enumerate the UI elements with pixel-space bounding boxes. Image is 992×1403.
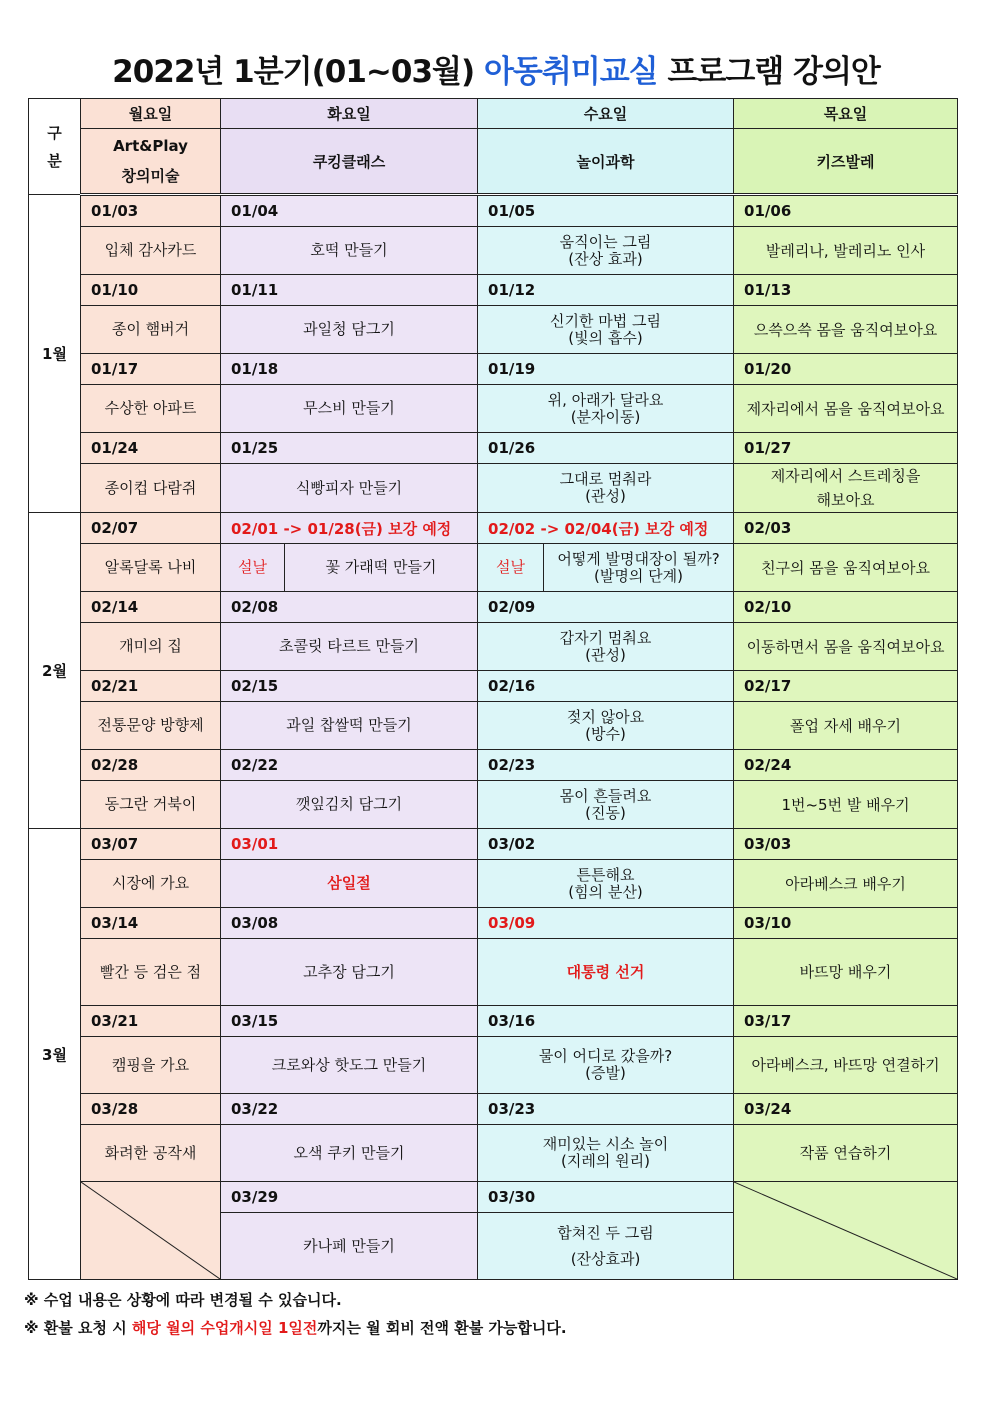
header-programs-row <box>29 129 958 195</box>
date-cell-tue: 03/08 <box>221 908 478 939</box>
class-cell-tue: 과일청 담그기 <box>221 306 478 354</box>
class-cell-tue: 과일 찹쌀떡 만들기 <box>221 702 478 750</box>
date-cell-mon: 03/21 <box>81 1006 221 1037</box>
date-cell-wed: 02/16 <box>478 671 734 702</box>
class-cell-thu: 작품 연습하기 <box>734 1125 958 1182</box>
program-cooking-class: 쿠킹클래스 <box>221 129 478 195</box>
class-cell-thu: 제자리에서 몸을 움직여보아요 <box>734 385 958 433</box>
class-cell-mon: 개미의 집 <box>81 623 221 671</box>
class-cell-tue: 카나페 만들기 <box>221 1213 478 1280</box>
content-row <box>29 1125 958 1182</box>
date-cell-thu: 02/10 <box>734 592 958 623</box>
class-cell-wed: 신기한 마법 그림 (빛의 흡수) <box>478 306 734 354</box>
date-cell-mon: 01/24 <box>81 433 221 464</box>
gubun-header: 구 분 <box>29 99 81 195</box>
date-cell-wed: 01/12 <box>478 275 734 306</box>
date-row <box>29 433 958 464</box>
content-row <box>29 464 958 513</box>
class-cell-wed: 물이 어디로 갔을까? (증발) <box>478 1037 734 1094</box>
class-cell-wed: 그대로 멈춰라 (관성) <box>478 464 734 513</box>
content-row <box>29 860 958 908</box>
page-title <box>0 46 992 91</box>
class-cell-wed: 움직이는 그림 (잔상 효과) <box>478 227 734 275</box>
date-cell-thu: 03/10 <box>734 908 958 939</box>
class-cell-tue: 크로와상 핫도그 만들기 <box>221 1037 478 1094</box>
class-cell-wed: 위, 아래가 달라요 (분자이동) <box>478 385 734 433</box>
class-cell-mon: 시장에 가요 <box>81 860 221 908</box>
date-cell-wed: 01/05 <box>478 195 734 227</box>
class-cell-thu: 발레리나, 발레리노 인사 <box>734 227 958 275</box>
thursday-header: 목요일 <box>734 99 958 129</box>
date-row <box>29 750 958 781</box>
class-cell-mon: 동그란 거북이 <box>81 781 221 829</box>
class-cell-thu: 1번~5번 발 배우기 <box>734 781 958 829</box>
class-cell-tue: 무스비 만들기 <box>221 385 478 433</box>
class-cell-tue: 식빵피자 만들기 <box>221 464 478 513</box>
date-cell-tue: 01/18 <box>221 354 478 385</box>
date-cell-thu: 02/03 <box>734 513 958 544</box>
date-cell-mon: 01/03 <box>81 195 221 227</box>
title-prefix: 2022년 1분기(01~03월) <box>112 54 475 90</box>
schedule-table <box>28 98 958 1280</box>
content-row <box>29 227 958 275</box>
date-row <box>29 592 958 623</box>
date-row <box>29 671 958 702</box>
header-days-row <box>29 99 958 129</box>
class-cell-tue: 고추장 담그기 <box>221 939 478 1006</box>
date-cell-tue: 02/08 <box>221 592 478 623</box>
date-cell-tue: 03/15 <box>221 1006 478 1037</box>
class-cell-wed: 합쳐진 두 그림 (잔상효과) <box>478 1213 734 1280</box>
class-cell-wed: 튼튼해요 (힘의 분산) <box>478 860 734 908</box>
monday-header: 월요일 <box>81 99 221 129</box>
empty-cell <box>734 1182 958 1280</box>
class-cell-tue: 호떡 만들기 <box>221 227 478 275</box>
content-row <box>29 939 958 1006</box>
class-cell-mon: 입체 감사카드 <box>81 227 221 275</box>
content-row <box>29 623 958 671</box>
class-cell-wed: 대통령 선거 <box>478 939 734 1006</box>
date-cell-wed: 01/26 <box>478 433 734 464</box>
date-row <box>29 1006 958 1037</box>
empty-cell <box>81 1182 221 1280</box>
class-cell-thu: 제자리에서 스트레칭을 해보아요 <box>734 464 958 513</box>
class-cell-wed: 몸이 흔들려요 (진동) <box>478 781 734 829</box>
class-cell-wed: 갑자기 멈춰요 (관성) <box>478 623 734 671</box>
content-row <box>29 1037 958 1094</box>
class-cell-mon: 종이컵 다람쥐 <box>81 464 221 513</box>
class-cell-mon: 종이 햄버거 <box>81 306 221 354</box>
date-row <box>29 1094 958 1125</box>
date-cell-wed: 02/23 <box>478 750 734 781</box>
date-cell-tue: 03/22 <box>221 1094 478 1125</box>
wednesday-header: 수요일 <box>478 99 734 129</box>
note-change: ※ 수업 내용은 상황에 따라 변경될 수 있습니다. <box>24 1291 342 1309</box>
date-cell-wed: 03/16 <box>478 1006 734 1037</box>
date-cell-wed: 03/02 <box>478 829 734 860</box>
month-label: 2월 <box>29 513 81 829</box>
class-cell-wed: 젖지 않아요 (방수) <box>478 702 734 750</box>
class-cell-thu: 으쓱으쓱 몸을 움직여보아요 <box>734 306 958 354</box>
program-kids-ballet: 키즈발레 <box>734 129 958 195</box>
class-cell-tue: 꽃 가래떡 만들기 <box>285 544 478 592</box>
class-cell-thu: 이동하면서 몸을 움직여보아요 <box>734 623 958 671</box>
content-row <box>29 385 958 433</box>
date-cell-tue: 03/29 <box>221 1182 478 1213</box>
class-cell-tue: 초콜릿 타르트 만들기 <box>221 623 478 671</box>
month-label: 3월 <box>29 829 81 1280</box>
content-row <box>29 544 958 592</box>
class-cell-mon: 수상한 아파트 <box>81 385 221 433</box>
date-cell-thu: 01/06 <box>734 195 958 227</box>
content-row <box>29 306 958 354</box>
date-row <box>29 354 958 385</box>
date-cell-thu: 01/20 <box>734 354 958 385</box>
date-cell-mon: 02/07 <box>81 513 221 544</box>
date-cell-thu: 03/17 <box>734 1006 958 1037</box>
class-cell-mon: 전통문양 방향제 <box>81 702 221 750</box>
date-cell-thu: 02/17 <box>734 671 958 702</box>
date-cell-mon: 01/17 <box>81 354 221 385</box>
class-cell-mon: 화려한 공작새 <box>81 1125 221 1182</box>
note-refund-post: 까지는 월 회비 전액 환불 가능합니다. <box>317 1319 567 1337</box>
date-cell-thu: 02/24 <box>734 750 958 781</box>
date-cell-mon: 02/14 <box>81 592 221 623</box>
class-cell-mon: 알록달록 나비 <box>81 544 221 592</box>
date-row <box>29 195 958 227</box>
note-refund-highlight: 해당 월의 수업개시일 1일전 <box>131 1319 318 1337</box>
date-cell-thu: 03/24 <box>734 1094 958 1125</box>
date-row <box>29 908 958 939</box>
date-cell-thu: 01/13 <box>734 275 958 306</box>
note-refund <box>24 1317 567 1338</box>
class-cell-thu: 폴업 자세 배우기 <box>734 702 958 750</box>
class-cell-mon: 캠핑을 가요 <box>81 1037 221 1094</box>
class-cell-thu: 아라베스크, 바뜨망 연결하기 <box>734 1037 958 1094</box>
date-cell-tue: 02/22 <box>221 750 478 781</box>
date-cell-wed: 02/09 <box>478 592 734 623</box>
date-cell-tue: 03/01 <box>221 829 478 860</box>
date-cell-mon: 02/28 <box>81 750 221 781</box>
date-row <box>29 513 958 544</box>
class-cell-wed: 어떻게 발명대장이 될까? (발명의 단계) <box>544 544 734 592</box>
date-cell-wed: 01/19 <box>478 354 734 385</box>
class-cell-tue: 삼일절 <box>221 860 478 908</box>
holiday-cell-tue: 설날 <box>221 544 285 592</box>
date-cell-wed: 03/23 <box>478 1094 734 1125</box>
content-row <box>29 702 958 750</box>
date-cell-wed: 03/09 <box>478 908 734 939</box>
month-label: 1월 <box>29 195 81 513</box>
date-row <box>29 275 958 306</box>
date-cell-mon: 02/21 <box>81 671 221 702</box>
date-cell-wed: 03/30 <box>478 1182 734 1213</box>
class-cell-tue: 깻잎김치 담그기 <box>221 781 478 829</box>
class-cell-thu: 바뜨망 배우기 <box>734 939 958 1006</box>
note-refund-pre: ※ 환불 요청 시 <box>24 1319 132 1337</box>
date-cell-mon: 03/07 <box>81 829 221 860</box>
date-cell-tue: 02/01 -> 01/28(금) 보강 예정 <box>221 513 478 544</box>
title-highlight: 아동취미교실 <box>483 54 658 90</box>
date-cell-mon: 03/14 <box>81 908 221 939</box>
date-cell-tue: 01/11 <box>221 275 478 306</box>
program-art-play: Art&Play 창의미술 <box>81 129 221 195</box>
class-cell-mon: 빨간 등 검은 점 <box>81 939 221 1006</box>
program-play-science: 놀이과학 <box>478 129 734 195</box>
title-suffix: 프로그램 강의안 <box>667 54 880 90</box>
class-cell-wed: 재미있는 시소 놀이 (지레의 원리) <box>478 1125 734 1182</box>
date-row <box>29 829 958 860</box>
tuesday-header: 화요일 <box>221 99 478 129</box>
date-cell-tue: 02/15 <box>221 671 478 702</box>
class-cell-tue: 오색 쿠키 만들기 <box>221 1125 478 1182</box>
date-cell-mon: 03/28 <box>81 1094 221 1125</box>
holiday-cell-wed: 설날 <box>478 544 544 592</box>
date-cell-tue: 01/04 <box>221 195 478 227</box>
class-cell-thu: 아라베스크 배우기 <box>734 860 958 908</box>
date-cell-wed: 02/02 -> 02/04(금) 보강 예정 <box>478 513 734 544</box>
class-cell-thu: 친구의 몸을 움직여보아요 <box>734 544 958 592</box>
date-row <box>29 1182 958 1213</box>
date-cell-thu: 01/27 <box>734 433 958 464</box>
date-cell-tue: 01/25 <box>221 433 478 464</box>
date-cell-thu: 03/03 <box>734 829 958 860</box>
content-row <box>29 781 958 829</box>
date-cell-mon: 01/10 <box>81 275 221 306</box>
